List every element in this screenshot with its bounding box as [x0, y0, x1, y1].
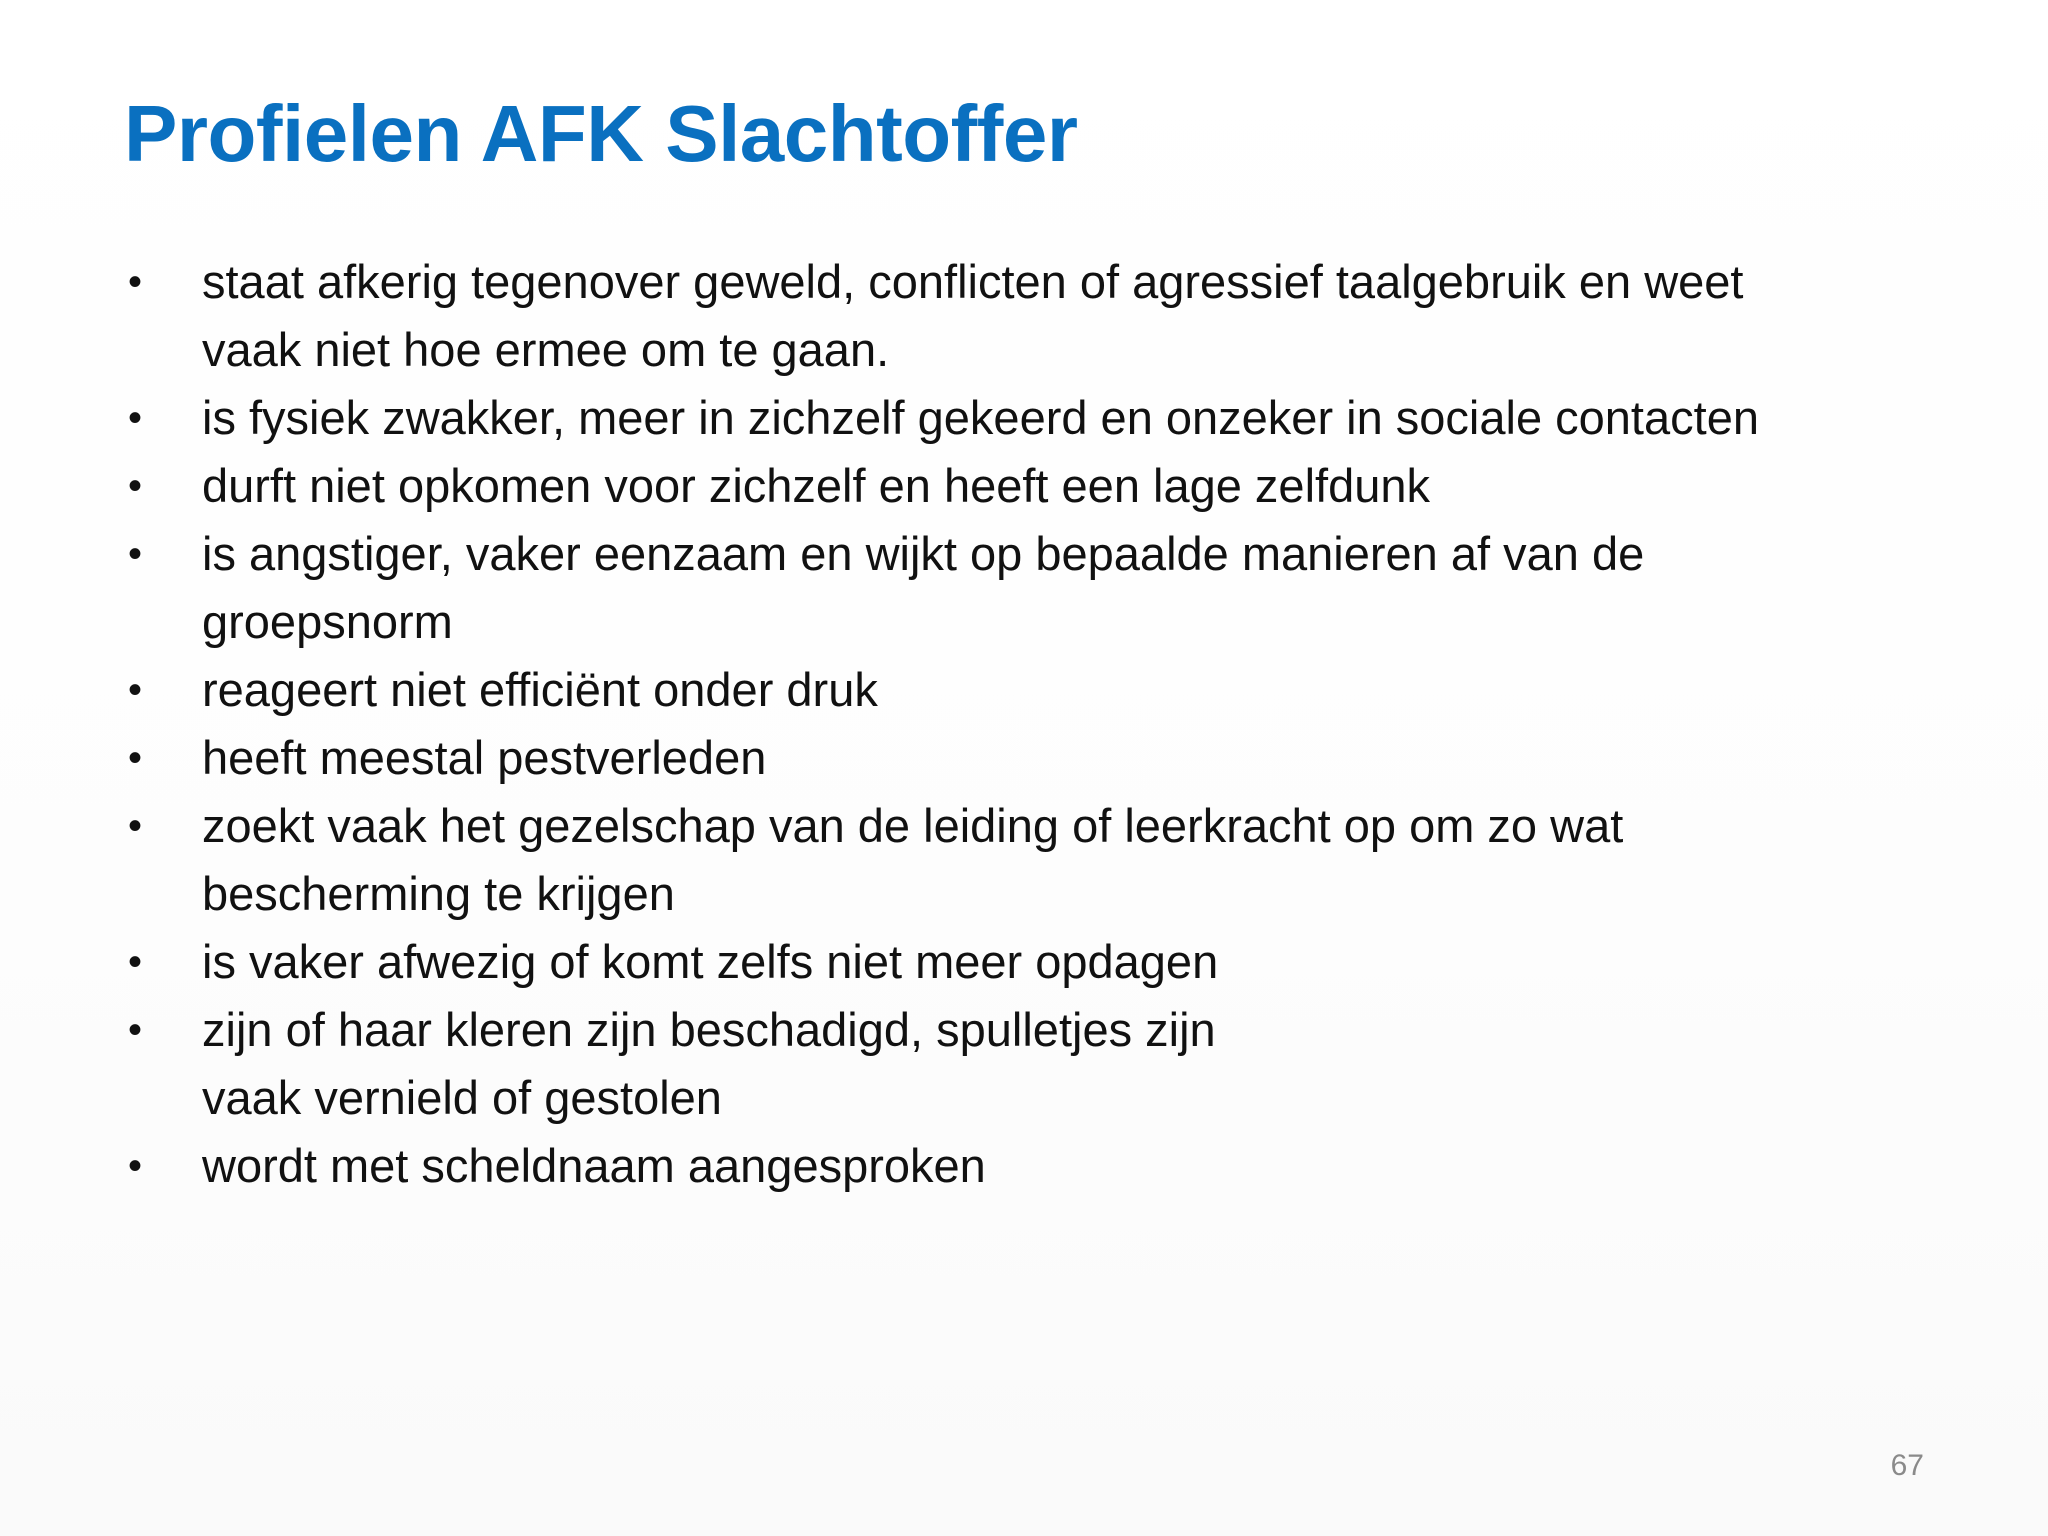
bullet-icon: • — [127, 940, 142, 984]
list-item — [120, 384, 1960, 452]
list-item — [120, 996, 1960, 1132]
bullet-text: zijn of haar kleren zijn beschadigd, spulletjes zijn vaak vernield of gestolen — [202, 1003, 1216, 1124]
bullet-list — [120, 248, 1960, 1200]
bullet-icon: • — [127, 1008, 142, 1052]
bullet-text: is vaker afwezig of komt zelfs niet meer opdagen — [202, 935, 1219, 988]
bullet-text: staat afkerig tegenover geweld, conflicten of agressief taalgebruik en weet vaak niet hoe ermee om te gaan. — [202, 255, 1744, 376]
bullet-text: heeft meestal pestverleden — [202, 731, 767, 784]
bullet-text: reageert niet efficiënt onder druk — [202, 663, 878, 716]
list-item — [120, 656, 1960, 724]
bullet-icon: • — [127, 1144, 142, 1188]
list-item — [120, 1132, 1960, 1200]
bullet-text: is angstiger, vaker eenzaam en wijkt op bepaalde manieren af van de groepsnorm — [202, 527, 1645, 648]
bullet-icon: • — [127, 668, 142, 712]
bullet-icon: • — [127, 260, 142, 304]
list-item — [120, 724, 1960, 792]
list-item — [120, 248, 1960, 384]
list-item — [120, 792, 1960, 928]
bullet-icon: • — [127, 736, 142, 780]
bullet-text: wordt met scheldnaam aangesproken — [202, 1139, 986, 1192]
bullet-text: durft niet opkomen voor zichzelf en heeft een lage zelfdunk — [202, 459, 1430, 512]
slide-title: Profielen AFK Slachtoffer — [124, 89, 1078, 178]
list-item — [120, 452, 1960, 520]
bullet-icon: • — [127, 464, 142, 508]
bullet-text: is fysiek zwakker, meer in zichzelf gekeerd en onzeker in sociale contacten — [202, 391, 1759, 444]
page-number: 67 — [1890, 1449, 1924, 1482]
bullet-icon: • — [127, 532, 142, 576]
list-item — [120, 928, 1960, 996]
bullet-icon: • — [127, 396, 142, 440]
bullet-text: zoekt vaak het gezelschap van de leiding of leerkracht op om zo wat bescherming te krijgen — [202, 799, 1624, 920]
list-item — [120, 520, 1960, 656]
bullet-icon: • — [127, 804, 142, 848]
